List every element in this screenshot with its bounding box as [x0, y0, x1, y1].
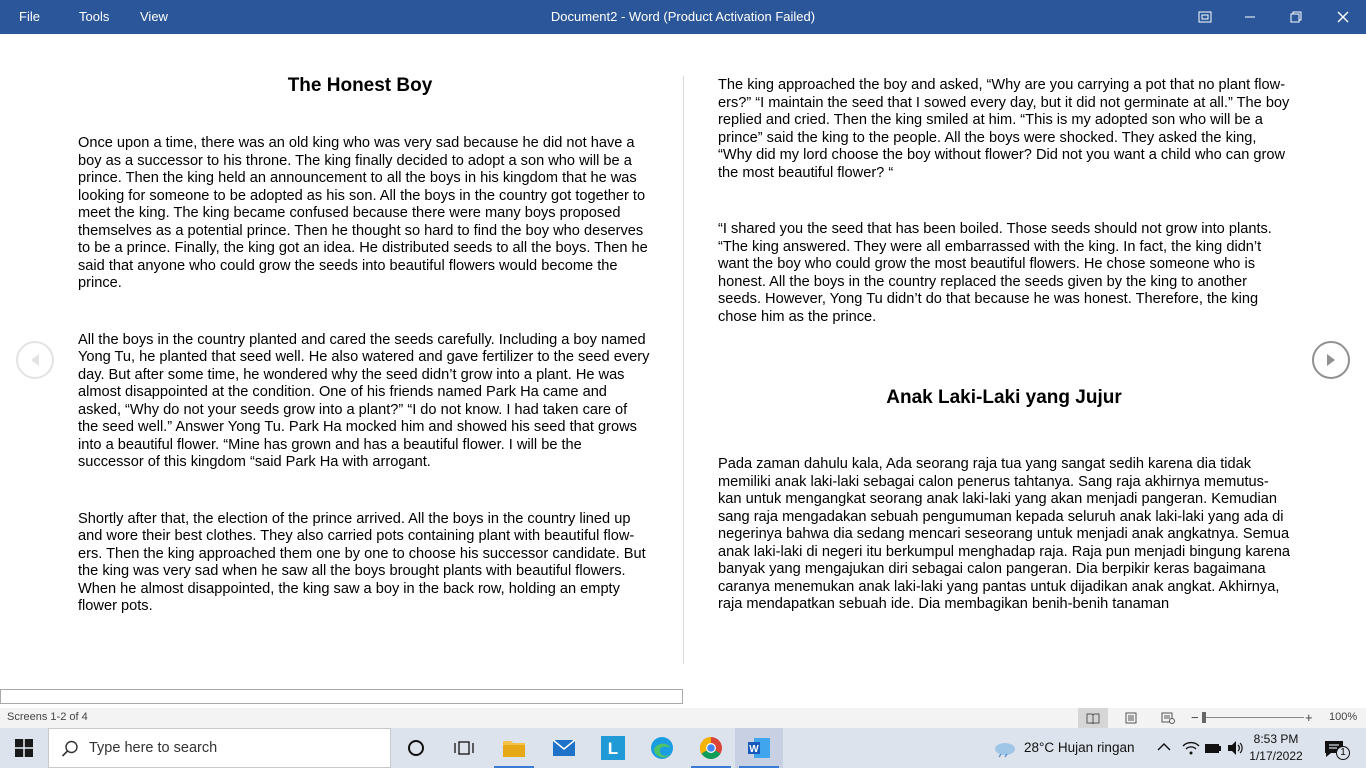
- clock-time: 8:53 PM: [1253, 732, 1299, 746]
- zoom-level[interactable]: 100%: [1329, 711, 1358, 723]
- system-clock[interactable]: [1246, 731, 1306, 765]
- menu-view[interactable]: View: [140, 9, 168, 24]
- menu-file[interactable]: File: [19, 9, 40, 24]
- cortana-icon: [407, 739, 425, 757]
- paragraph: All the boys in the country planted and cared the seeds carefully. Including a boy named Yong Tu, he planted that seed well. He also watered and gave fertilizer to the seed every day. But after some time, he wondered why the seed didn’t grow into a plant. He was almost disappointed at the condition. One of his friends named Park Ha came and asked, “Why do not your seeds grow into a plant?” “I do not know. I had taken care of the seed well.” Answer Yong Tu. Park Ha mocked him and showed his seed that grows into a beautiful flower. “Mine has grown and has a beautiful flower. I will be the successor of this kingdom “said Park Ha with arrogant.: [78, 331, 650, 470]
- paragraph: Shortly after that, the election of the prince arrived. All the boys in the country lined up and wore their best clothes. They also carried pots containing plant with beautiful flow-ers. Then the king approached them one by one to choose his successor candidate. But the king was very sad when he saw all the boys brought plants with beautiful flowers. When he almost disappointed, the king saw a boy in the back row, holding an empty flower pots.: [78, 510, 646, 614]
- web-layout-view-button[interactable]: [1153, 708, 1183, 728]
- battery-icon[interactable]: [1204, 741, 1222, 755]
- zoom-out-button[interactable]: −: [1191, 710, 1199, 725]
- page-right: [718, 77, 1290, 614]
- print-layout-icon: [1125, 712, 1137, 724]
- read-mode-area: [0, 34, 1366, 708]
- taskbar-chrome[interactable]: [687, 728, 735, 768]
- task-view-button[interactable]: [440, 728, 488, 768]
- windows-logo-icon: [15, 739, 33, 757]
- volume-icon[interactable]: [1227, 740, 1245, 756]
- svg-text:W: W: [749, 744, 759, 755]
- network-icon[interactable]: [1182, 740, 1200, 756]
- clock-date: 1/17/2022: [1249, 749, 1303, 763]
- menu-tools[interactable]: Tools: [79, 9, 110, 24]
- page-divider: [683, 76, 684, 664]
- print-layout-view-button[interactable]: [1116, 708, 1146, 728]
- arrow-right-icon: [1325, 353, 1337, 367]
- previous-screen-button[interactable]: [16, 341, 54, 379]
- paragraph: “I shared you the seed that has been boiled. Those seeds should not grow into plants. “The king answered. They were all embarrassed with the king. In fact, the king didn’t want the boy who could grow the most beautiful flowers. He chose someone who is honest. All the boys in the country replaced the seeds given by the king to another seeds. However, Yong Tu didn’t do that because he was honest. Therefore, the king chose him as the prince.: [718, 221, 1272, 325]
- minimize-button[interactable]: [1227, 0, 1273, 34]
- restore-icon: [1290, 11, 1302, 23]
- word-icon: [747, 737, 771, 759]
- svg-text:L: L: [607, 739, 619, 758]
- status-bar: [0, 708, 1366, 728]
- next-screen-button[interactable]: [1312, 341, 1350, 379]
- edge-icon: [650, 736, 674, 760]
- chrome-icon: [699, 736, 723, 760]
- horizontal-scrollbar[interactable]: [0, 689, 683, 704]
- arrow-left-icon: [29, 353, 41, 367]
- paragraph: Once upon a time, there was an old king who was very sad because he did not have a boy as a successor to his throne. The king finally decided to adopt a son who will be a prince. Then the king held an announcement to all the boys in his kingdom that he was looking for someone to be adopted as his son. All the boys in the country got together to meet the king. The king became confused because there were many boys proposed themselves as a potential prince. Then he thought so hard to find the boy who deserves to be a prince. Finally, the king got an idea. He distributed seeds to all the boys. Then he said that anyone who could grow the seeds into beautiful flowers would become the prince.: [78, 135, 648, 291]
- close-button[interactable]: [1320, 0, 1366, 34]
- taskbar-file-explorer[interactable]: [490, 728, 538, 768]
- taskbar: [0, 728, 1366, 768]
- web-layout-icon: [1161, 712, 1175, 724]
- story-title: The Honest Boy: [287, 75, 433, 96]
- zoom-slider[interactable]: [1204, 717, 1304, 718]
- page-left: [78, 74, 650, 616]
- weather-icon: [993, 740, 1017, 758]
- action-center-button[interactable]: [1316, 736, 1352, 762]
- minimize-icon: [1244, 11, 1256, 23]
- cortana-button[interactable]: [392, 728, 440, 768]
- focus-mode-icon: [1198, 11, 1212, 23]
- search-placeholder: Type here to search: [89, 740, 218, 756]
- l-app-icon: [601, 736, 625, 760]
- paragraph: Pada zaman dahulu kala, Ada seorang raja tua yang sangat sedih karena dia tidak memiliki anak laki-laki sebagai calon penerus tahtanya. Sang raja akhirnya memutus-kan untuk mengangkat seorang anak laki-laki yang akan menjadi pangeran. Kemudian sang raja mengadakan sebuah pengumuman kepada seluruh anak laki-laki yang ada di negerinya bahwa dia sedang mencari seseorang untuk menjadi anak angkatnya. Semua anak laki-laki di negeri itu berkumpul menghadap raja. Raja pun menjadi bingung karena banyak yang mengajukan diri sebagai calon pangeran. Dia berpikir keras bagaimana caranya menemukan anak laki-laki yang pantas untuk dijadikan anak angkat. Akhirnya, raja mendapatkan sebuah ide. Dia membagikan benih-benih tanaman: [718, 456, 1290, 612]
- taskbar-mail[interactable]: [540, 728, 588, 768]
- screen-count: Screens 1-2 of 4: [7, 711, 88, 723]
- window-title: Document2 - Word (Product Activation Failed): [550, 9, 816, 24]
- task-view-icon: [454, 739, 474, 757]
- zoom-in-button[interactable]: +: [1305, 710, 1313, 725]
- chevron-up-icon[interactable]: [1157, 742, 1171, 752]
- read-mode-view-button[interactable]: [1078, 708, 1108, 728]
- title-bar: [0, 0, 1366, 34]
- taskbar-word[interactable]: [735, 728, 783, 768]
- mail-icon: [552, 739, 576, 757]
- read-mode-icon: [1086, 713, 1100, 724]
- story-title-indonesian: Anak Laki-Laki yang Jujur: [886, 387, 1122, 408]
- weather-text[interactable]: 28°C Hujan ringan: [1024, 740, 1135, 755]
- notification-badge: 1: [1336, 746, 1350, 760]
- taskbar-search-box[interactable]: [48, 728, 391, 768]
- taskbar-l-app[interactable]: [589, 728, 637, 768]
- zoom-slider-thumb[interactable]: [1202, 712, 1206, 723]
- restore-button[interactable]: [1273, 0, 1319, 34]
- focus-mode-button[interactable]: [1182, 0, 1228, 34]
- folder-icon: [502, 738, 526, 758]
- close-icon: [1337, 11, 1349, 23]
- paragraph: The king approached the boy and asked, “Why are you carrying a pot that no plant flow-ers?” “I maintain the seed that I sowed every day, but it did not germinate at all.” The boy replied and cried. Then the king smiled at him. “This is my adopted son who will be a prince” said the king to the people. All the boys were shocked. They asked the king, “Why did my lord choose the boy without flower? Did not you want a child who can grow the most beautiful flower? “: [718, 77, 1290, 181]
- taskbar-edge[interactable]: [638, 728, 686, 768]
- search-icon: [61, 740, 79, 758]
- start-button[interactable]: [0, 728, 48, 768]
